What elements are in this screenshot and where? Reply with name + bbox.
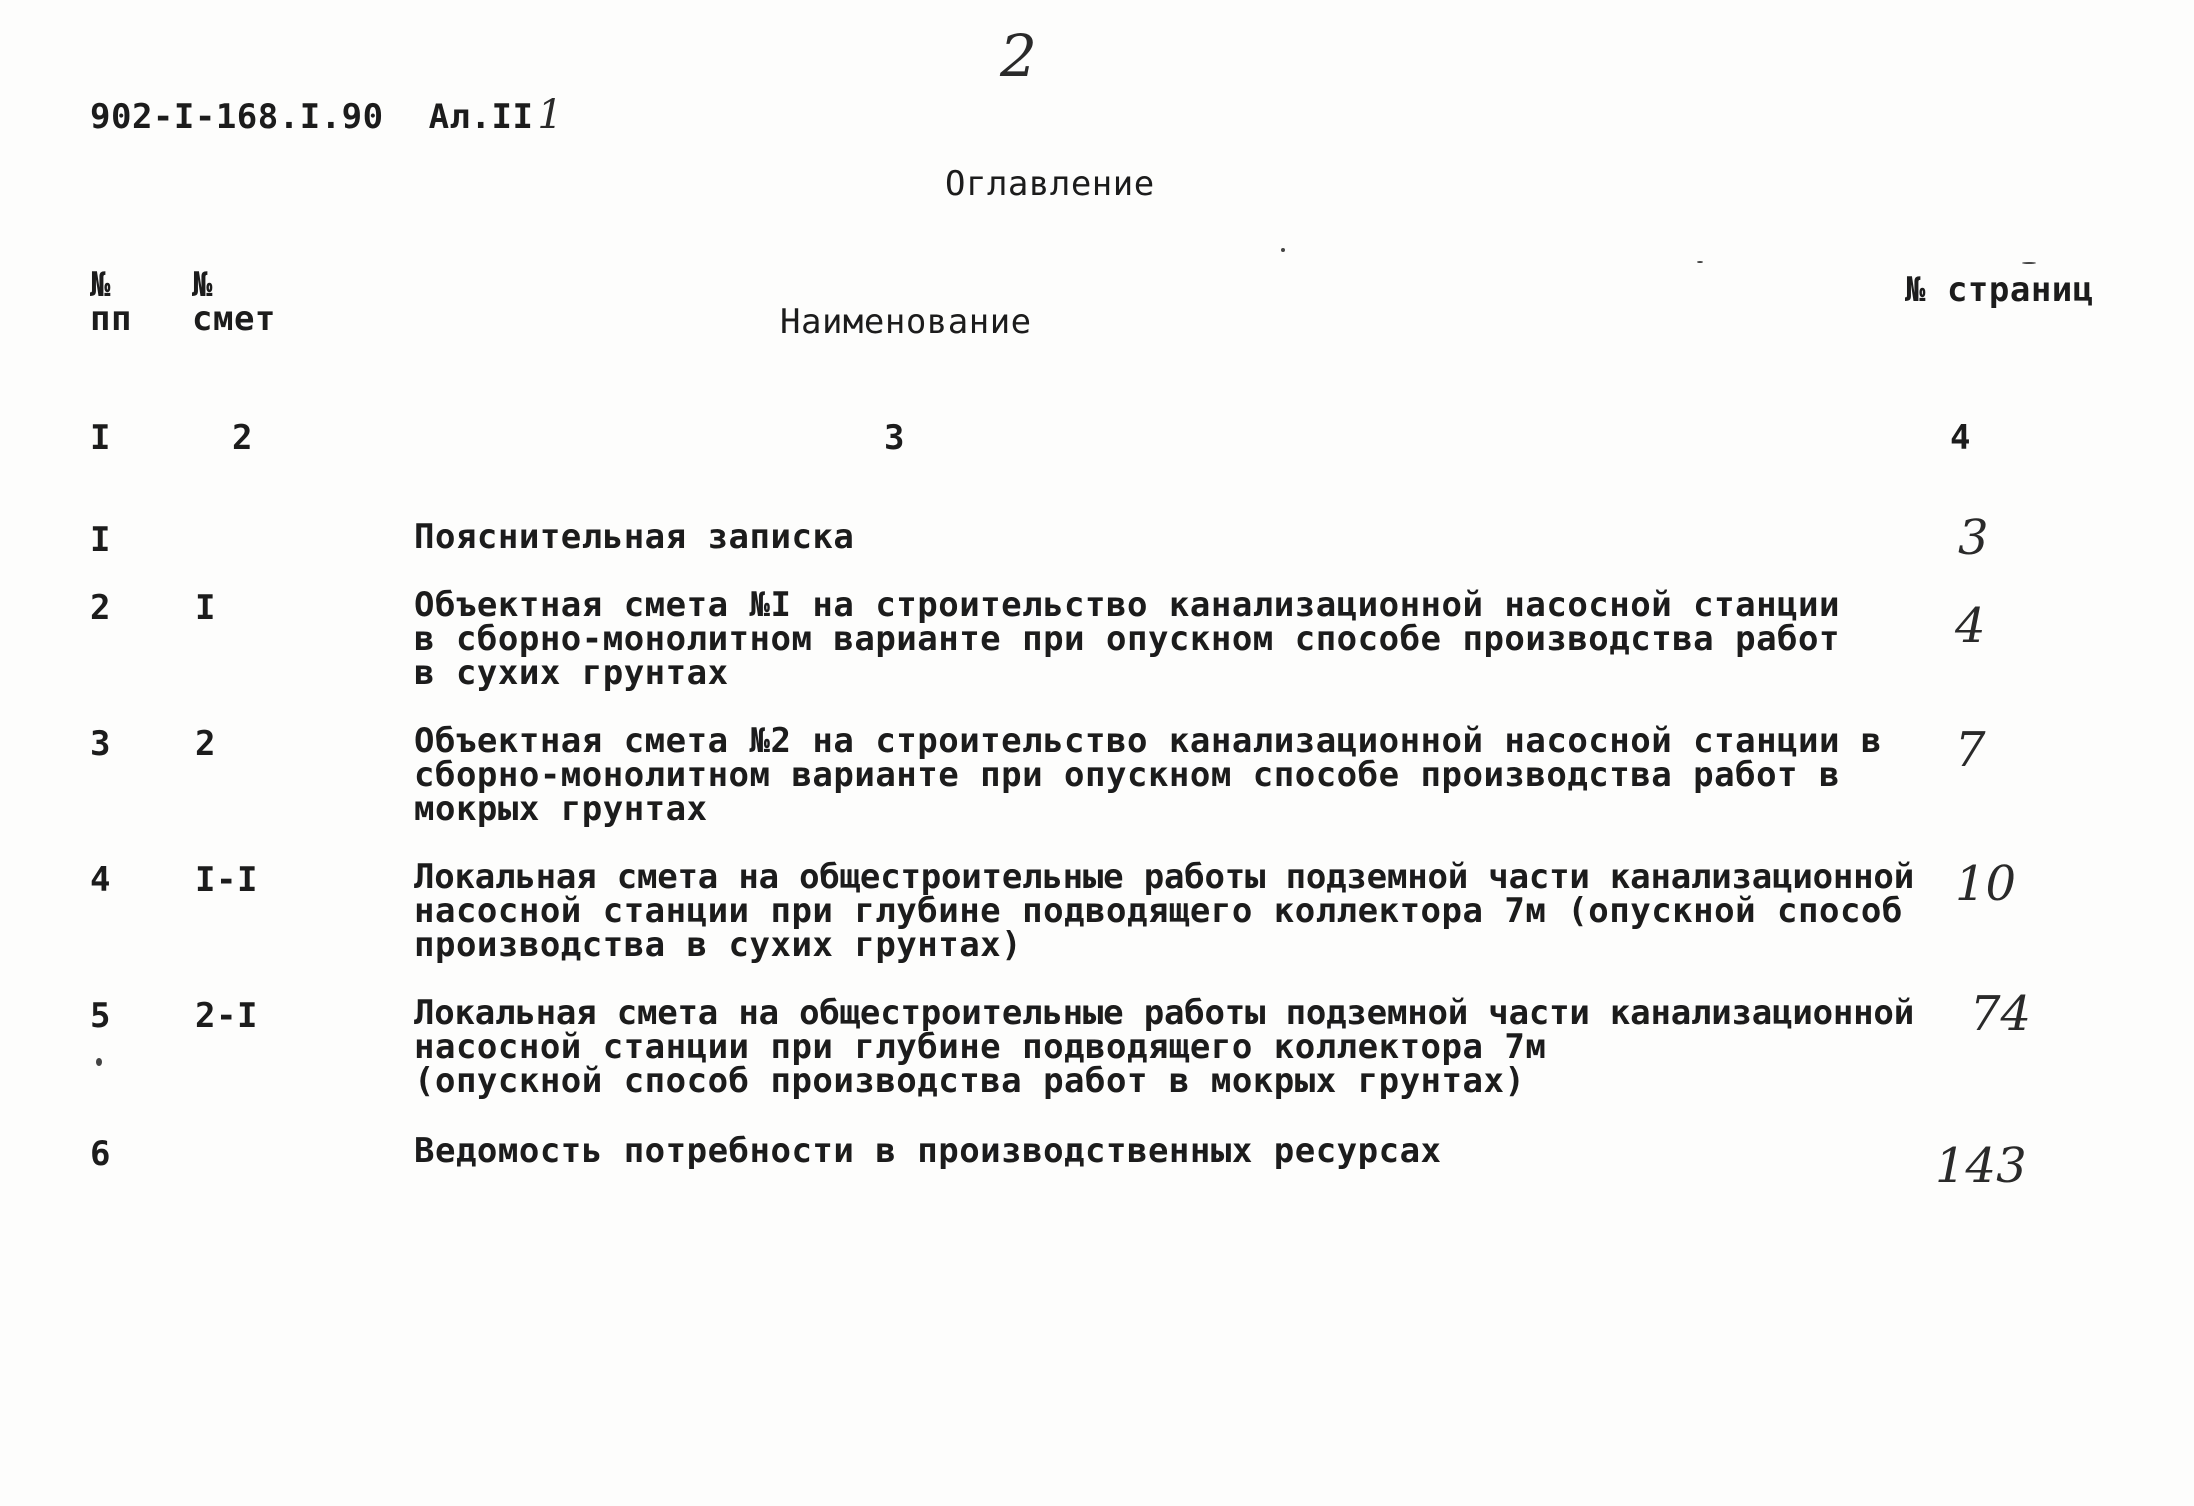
row-4-name-line3: производства в сухих грунтах) (414, 925, 1023, 965)
row-3-name-line1: Объектная смета №2 на строительство канализационной насосной станции в (414, 721, 1882, 761)
column-number-4: 4 (1950, 418, 1971, 458)
row-3-page: 7 (1955, 722, 1986, 778)
album-handwritten-mark: 1 (537, 92, 564, 138)
row-3-name-line2: сборно-монолитном варианте при опускном способе производства работ в (414, 755, 1840, 795)
row-4-name-line1: Локальная смета на общестроительные работы подземной части канализационной (414, 857, 1914, 897)
row-1-page: 3 (1958, 510, 1989, 566)
row-5-name-line3: (опускной способ производства работ в мокрых грунтах) (414, 1061, 1526, 1101)
header-col-estimate (192, 265, 276, 339)
row-2-name (414, 585, 1840, 693)
column-number-2: 2 (232, 418, 253, 458)
row-3-name-line3: мокрых грунтах (414, 789, 708, 829)
scan-speck (96, 1058, 102, 1066)
row-1-name-line1: Пояснительная записка (414, 517, 855, 557)
page-number-handwritten: 2 (1000, 22, 1037, 90)
row-4-page: 10 (1955, 856, 2017, 912)
row-5-estimate: 2-I (195, 996, 258, 1036)
row-6-name-line1: Ведомость потребности в производственных ресурсах (414, 1131, 1442, 1171)
row-2-page: 4 (1955, 598, 1986, 654)
row-5-page: 74 (1970, 986, 2032, 1042)
row-5-name (414, 993, 1914, 1101)
header-col-pages: № страниц (1905, 270, 2094, 310)
document-code (90, 92, 563, 138)
album-label: Ал.II (428, 97, 534, 137)
row-5-name-line2: насосной станции при глубине подводящего коллектора 7м (414, 1027, 1547, 1067)
row-5-number: 5 (90, 996, 111, 1036)
column-number-3: 3 (884, 418, 905, 458)
row-6-name (414, 1131, 1442, 1171)
row-2-name-line1: Объектная смета №I на строительство канализационной насосной станции (414, 585, 1840, 625)
row-3-number: 3 (90, 724, 111, 764)
row-3-name (414, 721, 1882, 829)
row-6-page: 143 (1935, 1138, 2027, 1194)
row-4-name-line2: насосной станции при глубине подводящего коллектора 7м (опускной способ (414, 891, 1903, 931)
header-col-number-line1: № (90, 265, 111, 305)
scan-speck (1281, 248, 1285, 252)
row-4-number: 4 (90, 860, 111, 900)
row-2-estimate: I (195, 588, 216, 628)
header-col-estimate-line1: № (192, 265, 213, 305)
scan-speck (2022, 262, 2036, 264)
header-col-number (90, 265, 132, 339)
row-1-number: I (90, 520, 111, 560)
header-col-name: Наименование (780, 302, 1032, 342)
row-1-name (414, 517, 855, 557)
row-6-number: 6 (90, 1134, 111, 1174)
row-2-name-line3: в сухих грунтах (414, 653, 729, 693)
row-2-name-line2: в сборно-монолитном варианте при опускном способе производства работ (414, 619, 1840, 659)
row-5-name-line1: Локальная смета на общестроительные работы подземной части канализационной (414, 993, 1914, 1033)
scan-speck (1697, 261, 1703, 263)
row-2-number: 2 (90, 588, 111, 628)
page-title: Оглавление (945, 164, 1155, 204)
column-number-1: I (90, 418, 111, 458)
header-col-number-line2: пп (90, 299, 132, 339)
row-4-estimate: I-I (195, 860, 258, 900)
row-3-estimate: 2 (195, 724, 216, 764)
row-4-name (414, 857, 1914, 965)
header-col-estimate-line2: смет (192, 299, 276, 339)
document-code-text: 902-I-168.I.90 (90, 97, 384, 137)
